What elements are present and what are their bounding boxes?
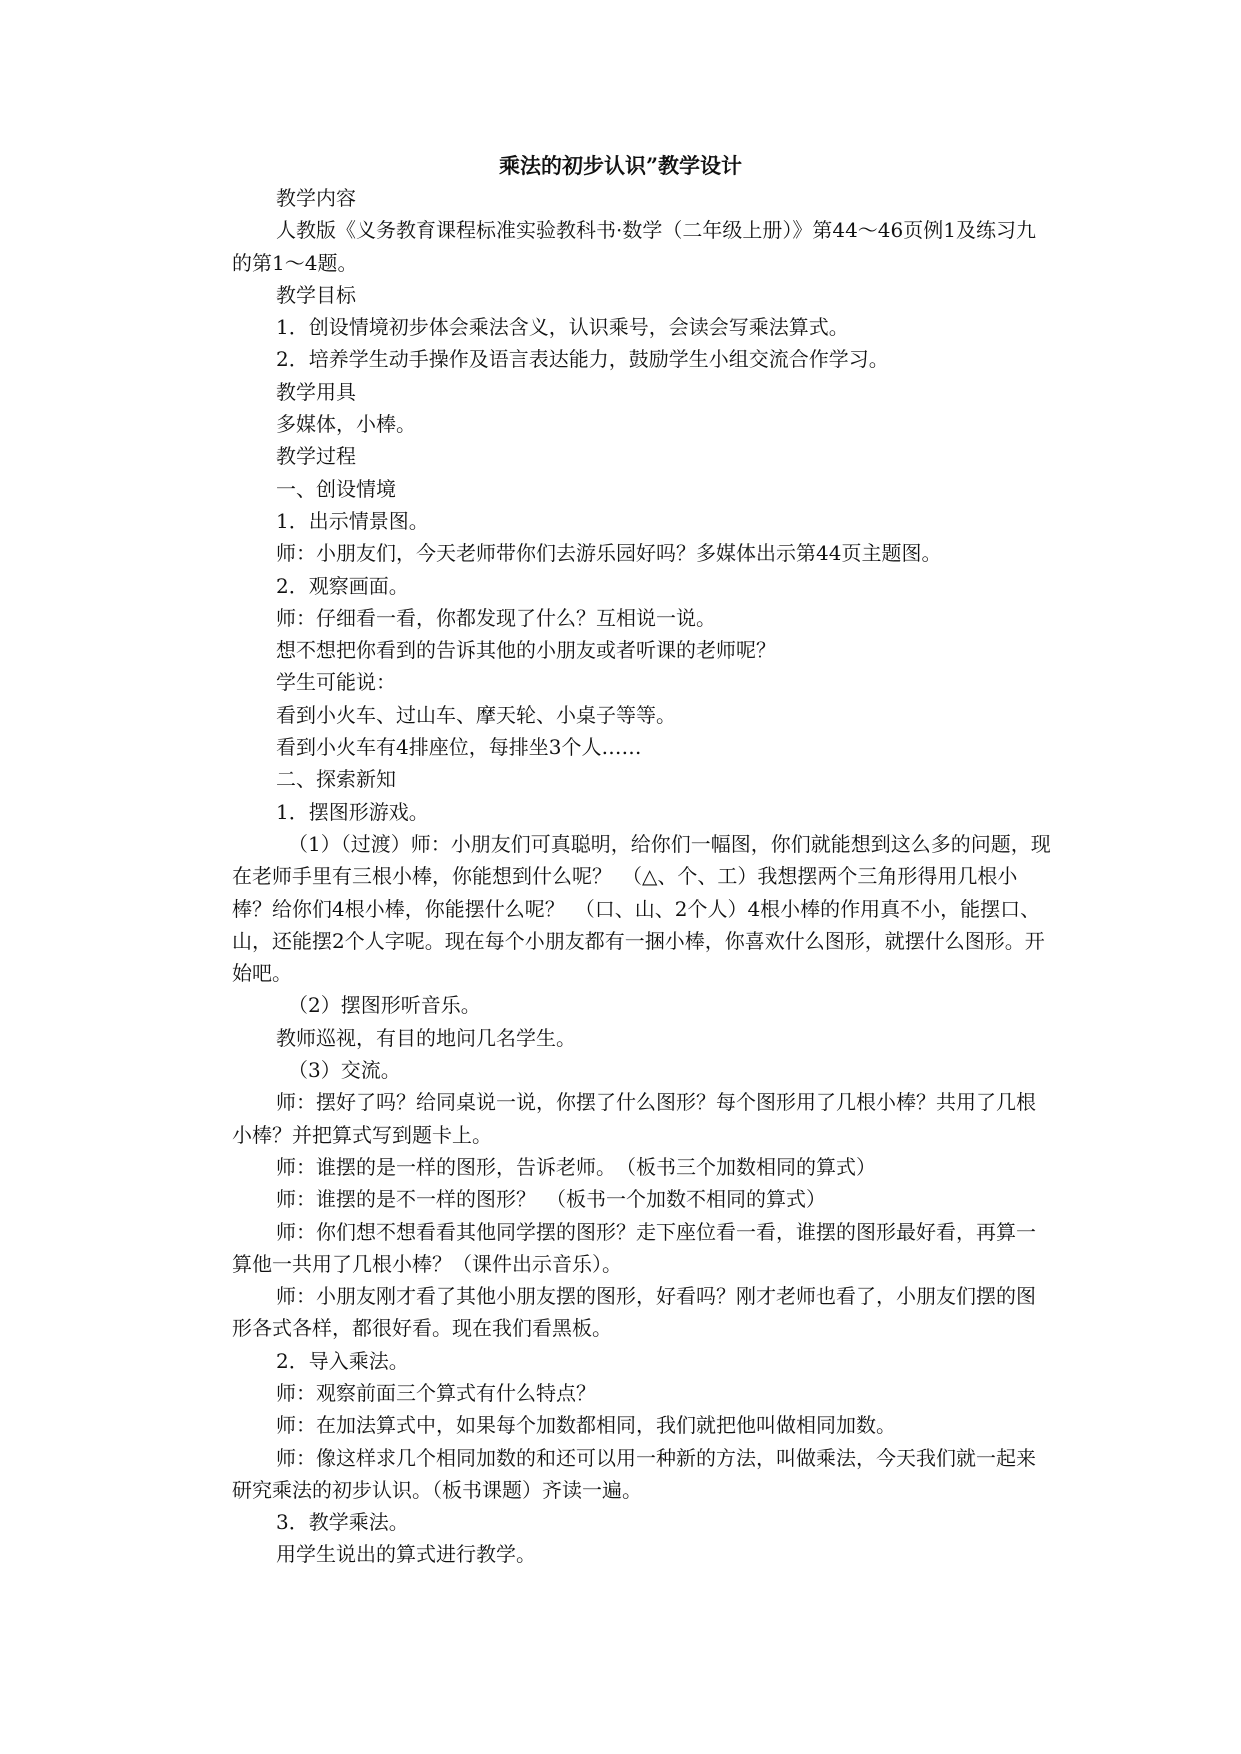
paragraph: （3）交流。 [288, 1058, 401, 1083]
paragraph: 师：观察前面三个算式有什么特点？ [276, 1380, 596, 1405]
paragraph: 师：像这样求几个相同加数的和还可以用一种新的方法，叫做乘法，今天我们就一起来研究乘法的初步认识。（板书课题）齐读一遍。 [232, 1445, 1036, 1502]
paragraph: 1．摆图形游戏。 [276, 799, 429, 824]
document-title: 乘法的初步认识”教学设计 [498, 153, 743, 178]
paragraph: 师：仔细看一看，你都发现了什么？互相说一说。 [276, 605, 716, 630]
paragraph: 1．出示情景图。 [276, 508, 429, 533]
paragraph: 师：谁摆的是不一样的图形？ （板书一个加数不相同的算式） [276, 1187, 826, 1212]
paragraph: 一、创设情境 [276, 476, 396, 501]
paragraph: 2．导入乘法。 [276, 1348, 409, 1373]
paragraph: 多媒体，小棒。 [276, 412, 416, 437]
paragraph: 教学内容 [276, 186, 356, 210]
paragraph: 师：谁摆的是一样的图形，告诉老师。 （板书三个加数相同的算式） [276, 1154, 876, 1179]
paragraph: 人教版《义务教育课程标准实验教科书·数学（二年级上册）》第44～46页例1及练习九的第1～4题。 [232, 218, 1036, 275]
paragraph: 师：在加法算式中，如果每个加数都相同，我们就把他叫做相同加数。 [276, 1413, 896, 1438]
paragraph: 教学过程 [276, 444, 356, 469]
paragraph: 师：小朋友刚才看了其他小朋友摆的图形，好看吗？刚才老师也看了，小朋友们摆的图形各式各样，都很好看。现在我们看黑板。 [232, 1284, 1036, 1341]
paragraph: 2．培养学生动手操作及语言表达能力，鼓励学生小组交流合作学习。 [276, 347, 889, 372]
paragraph: （1）（过渡）师：小朋友们可真聪明，给你们一幅图，你们就能想到这么多的问题，现在老师手里有三根小棒，你能想到什么呢？ （△、个、工）我想摆两个三角形得用几根小棒？给你们4根小棒，你能摆什么呢？ （口、山、2个人）4根小棒的作用真不小，能摆口、山，还能摆2个人字呢。现在每个小朋友都有一捆小棒，你喜欢什么图形，就摆什么图形。开始吧。 [232, 831, 1051, 986]
paragraph: 2．观察画面。 [276, 573, 409, 598]
paragraph: 二、探索新知 [276, 767, 396, 792]
paragraph: 师：摆好了吗？给同桌说一说，你摆了什么图形？每个图形用了几根小棒？共用了几根小棒？并把算式写到题卡上。 [232, 1090, 1036, 1147]
paragraph: 想不想把你看到的告诉其他的小朋友或者听课的老师呢？ [276, 638, 776, 663]
paragraph: 学生可能说： [276, 670, 396, 695]
paragraph: 教师巡视，有目的地问几名学生。 [276, 1025, 576, 1050]
paragraph: 1．创设情境初步体会乘法含义，认识乘号，会读会写乘法算式。 [276, 315, 849, 340]
paragraph: 用学生说出的算式进行教学。 [276, 1542, 536, 1567]
paragraph: （2）摆图形听音乐。 [288, 993, 481, 1018]
document-body [232, 182, 1054, 1571]
paragraph: 师：小朋友们，今天老师带你们去游乐园好吗？多媒体出示第44页主题图。 [276, 541, 942, 566]
paragraph: 师：你们想不想看看其他同学摆的图形？走下座位看一看，谁摆的图形最好看，再算一算他一共用了几根小棒？（课件出示音乐）。 [232, 1219, 1036, 1276]
paragraph: 3．教学乘法。 [276, 1510, 409, 1535]
paragraph: 教学目标 [276, 282, 356, 307]
paragraph: 教学用具 [276, 379, 356, 404]
paragraph: 看到小火车、过山车、摩天轮、小桌子等等。 [276, 702, 676, 727]
paragraph: 看到小火车有4排座位，每排坐3个人…… [276, 735, 642, 760]
